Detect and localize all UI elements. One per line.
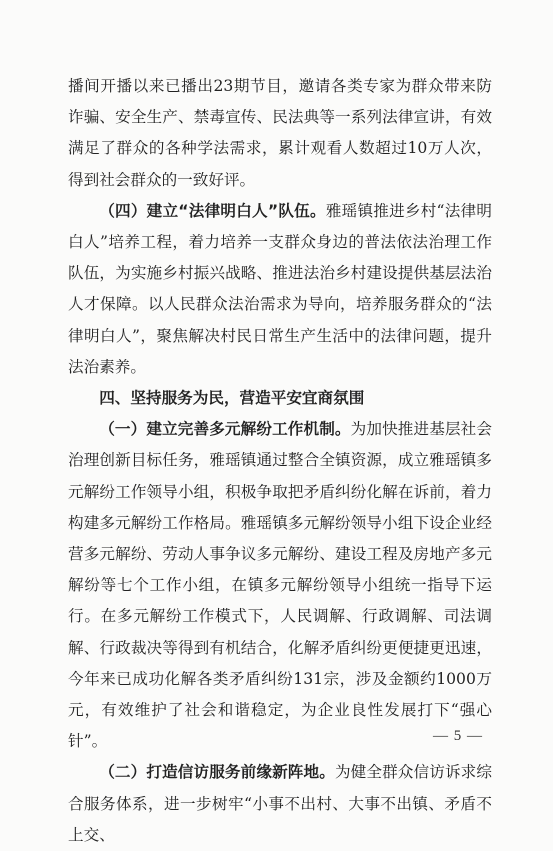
paragraph-dispute-resolution [68,414,492,757]
paragraph-legal-understanding-team [68,196,492,383]
paragraph-petition-service [68,757,492,851]
paragraph-text: 为加快推进基层社会治理创新目标任务，雅瑶镇通过整合全镇资源，成立雅瑶镇多元解纷工作领导小组，积极争取把矛盾纠纷化解在诉前，着力构建多元解纷工作格局。雅瑶镇多元解纷领导小组下设企业经营多元解纷、劳动人事争议多元解纷、建设工程及房地产多元解纷等七个工作小组，在镇多元解纷领导小组统一指导下运行。在多元解纷工作模式下，人民调解、行政调解、司法调解、行政裁决等得到有机结合，化解矛盾纠纷更便捷更迅速，今年来已成功化解各类矛盾纠纷131宗，涉及金额约1000万元，有效维护了社会和谐稳定，为企业良性发展打下“强心针”。 [68,420,492,751]
paragraph-lead: （二）打造信访服务前缘新阵地。 [99,763,335,782]
paragraph-text: 雅瑶镇推进乡村“法律明白人”培养工程，着力培养一支群众身边的普法依法治理工作队伍，为实施乡村振兴战略、推进法治乡村建设提供基层法治人才保障。以人民群众法治需求为导向，培养服务群众的“法律明白人”，聚焦解决村民日常生产生活中的法律问题，提升法治素养。 [68,201,492,376]
document-body [68,71,492,851]
paragraph-text: 播间开播以来已播出23期节目，邀请各类专家为群众带来防诈骗、安全生产、禁毒宣传、民法典等一系列法律宣讲，有效满足了群众的各种学法需求，累计观看人数超过10万人次，得到社会群众的一致好评。 [68,77,492,189]
paragraph-lead: （四）建立“法律明白人”队伍。 [99,201,326,220]
paragraph-lead: （一）建立完善多元解纷工作机制。 [99,420,351,439]
section-heading-4: 四、坚持服务为民，营造平安宜商氛围 [99,389,365,408]
page-number: — 5 — [433,728,483,744]
paragraph-broadcast-summary [68,71,492,196]
paragraph-text: 为健全群众信访诉求综合服务体系，进一步树牢“小事不出村、大事不出镇、矛盾不上交、 [68,763,492,844]
